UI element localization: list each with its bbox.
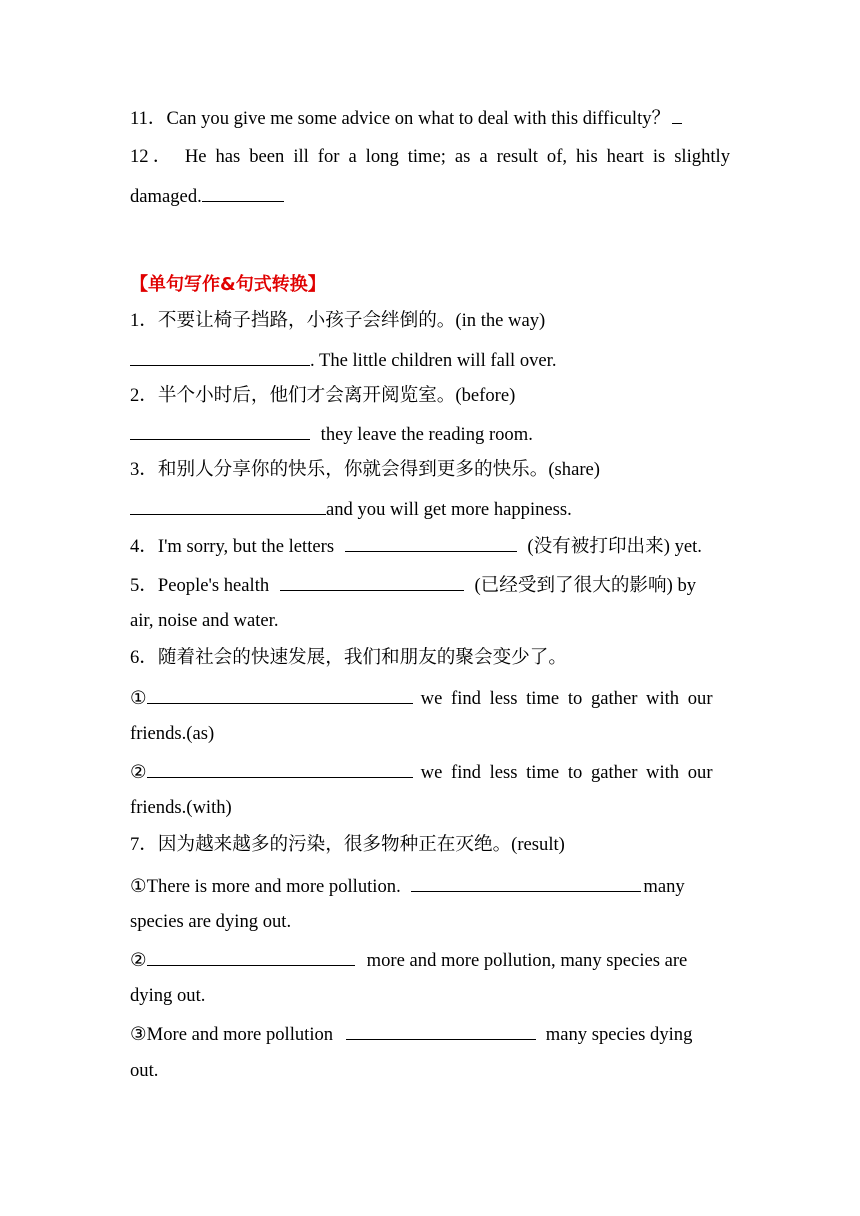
writing-4-head: 4．I'm sorry, but the letters: [130, 536, 335, 557]
item-12: 12． He has been ill for a long time; as a result of, his heart is slightly: [130, 146, 730, 167]
writing-3-answer: [130, 495, 730, 523]
writing-5-head: 5．People's health: [130, 575, 270, 596]
writing-7-1-cont: species are dying out.: [130, 911, 292, 932]
writing-2-prompt: 2．半个小时后，他们才会离开阅览室。(before): [130, 385, 516, 406]
writing-7-3: [130, 1020, 730, 1048]
writing-7-prompt: 7．因为越来越多的污染，很多物种正在灭绝。(result): [130, 834, 565, 855]
writing-7-1: [130, 872, 730, 900]
item-11: [130, 104, 730, 132]
writing-6-1-blank: [147, 684, 413, 704]
writing-7-1-blank: [411, 872, 641, 892]
writing-2-tail: they leave the reading room.: [316, 424, 533, 445]
writing-4-tail: (没有被打印出来) yet.: [527, 536, 702, 557]
writing-3-blank: [130, 495, 326, 515]
writing-7-2-blank: [147, 946, 355, 966]
writing-7-3-cont: out.: [130, 1060, 159, 1081]
writing-6-1-mark: ①: [130, 688, 147, 709]
item-12-blank: [202, 182, 284, 202]
writing-7-1-head: ①There is more and more pollution.: [130, 876, 401, 897]
writing-6-2-cont: friends.(with): [130, 797, 232, 818]
item-11-text: 11．Can you give me some advice on what to deal with this difficulty？: [130, 108, 671, 129]
writing-6-1: [130, 684, 730, 712]
writing-2-blank: [130, 420, 310, 440]
writing-7-3-blank: [346, 1020, 536, 1040]
writing-1-prompt: 1．不要让椅子挡路，小孩子会绊倒的。(in the way): [130, 310, 546, 331]
writing-7-2-cont: dying out.: [130, 985, 206, 1006]
item-11-blank: [672, 104, 682, 124]
section-heading: 【单句写作&句式转换】: [130, 274, 326, 295]
writing-7-2-mark: ②: [130, 950, 147, 971]
writing-5-blank: [280, 571, 464, 591]
writing-6-prompt: 6．随着社会的快速发展，我们和朋友的聚会变少了。: [130, 647, 567, 668]
writing-7-2-tail: more and more pollution, many species are: [366, 950, 688, 971]
writing-3-tail: and you will get more happiness.: [326, 499, 572, 520]
writing-6-2-mark: ②: [130, 762, 147, 783]
writing-3-prompt: 3．和别人分享你的快乐，你就会得到更多的快乐。(share): [130, 459, 600, 480]
writing-7-2: [130, 946, 730, 974]
writing-7-3-tail: many species dying: [545, 1024, 693, 1045]
writing-1-answer: [130, 346, 730, 374]
writing-2-answer: [130, 420, 730, 448]
writing-6-2-tail: we find less time to gather with our: [420, 762, 713, 783]
writing-5-cont: air, noise and water.: [130, 610, 279, 631]
writing-5-tail: (已经受到了很大的影响) by: [474, 575, 697, 596]
writing-7-1-tail: many: [643, 876, 685, 897]
writing-1-tail: . The little children will fall over.: [310, 350, 557, 371]
item-12-cont: [130, 182, 730, 210]
writing-1-blank: [130, 346, 310, 366]
writing-4: [130, 532, 730, 560]
writing-7-3-head: ③More and more pollution: [130, 1024, 334, 1045]
writing-6-2: [130, 758, 730, 786]
writing-6-1-tail: we find less time to gather with our: [420, 688, 713, 709]
writing-6-1-cont: friends.(as): [130, 723, 215, 744]
item-12-cont-text: damaged.: [130, 186, 202, 207]
writing-6-2-blank: [147, 758, 413, 778]
writing-4-blank: [345, 532, 517, 552]
writing-5: [130, 571, 730, 599]
